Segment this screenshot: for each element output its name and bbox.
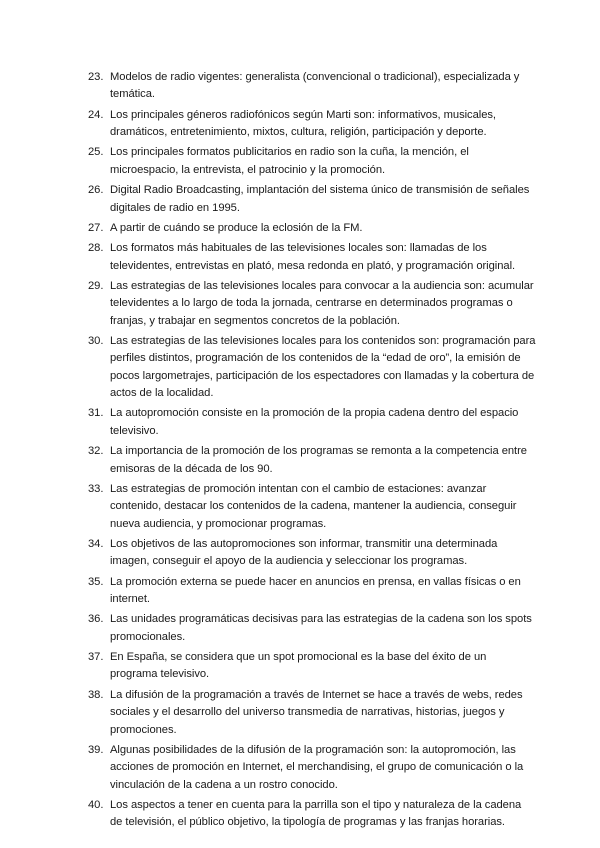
item-number: 36.	[88, 613, 104, 626]
item-text: Las unidades programáticas decisivas para las estrategias de la cadena son los spots promocionales.	[110, 613, 532, 643]
list-item	[88, 278, 536, 330]
item-text: Las estrategias de las televisiones locales para los contenidos son: programación para perfiles distintos, programación de los contenidos de la “edad de oro”, la emisión de pocos largometrajes, participación de los espectadores con llamadas y la cobertura de actos de la localidad.	[110, 334, 536, 400]
list-item	[88, 144, 536, 179]
item-number: 34.	[88, 537, 104, 550]
item-number: 29.	[88, 279, 104, 292]
item-text: Los formatos más habituales de las televisiones locales son: llamadas de los televidentes, entrevistas en plató, mesa redonda en plató, y programación original.	[110, 242, 516, 272]
list-item	[88, 182, 536, 217]
list-item	[88, 69, 536, 104]
item-number: 35.	[88, 575, 104, 588]
item-text: Digital Radio Broadcasting, implantación del sistema único de transmisión de señales digitales de radio en 1995.	[110, 184, 530, 214]
item-text: A partir de cuándo se produce la eclosión de la FM.	[110, 221, 363, 234]
list-item	[88, 687, 536, 739]
item-number: 28.	[88, 242, 104, 255]
item-number: 30.	[88, 334, 104, 347]
item-number: 25.	[88, 146, 104, 159]
list-item	[88, 536, 536, 571]
item-text: Los aspectos a tener en cuenta para la parrilla son el tipo y naturaleza de la cadena de televisión, el público objetivo, la tipología de programas y las franjas horarias.	[110, 798, 522, 829]
item-number: 24.	[88, 108, 104, 121]
item-text: Los principales géneros radiofónicos según Marti son: informativos, musicales, dramáticos, entretenimiento, mixtos, cultura, religión, participación y deporte.	[110, 108, 496, 139]
list-item	[88, 649, 536, 684]
item-text: La difusión de la programación a través de Internet se hace a través de webs, redes sociales y el desarrollo del universo transmedia de narrativas, historias, juegos y promociones.	[110, 688, 523, 736]
item-text: Los principales formatos publicitarios en radio son la cuña, la mención, el microespacio, la entrevista, el patrocinio y la promoción.	[110, 146, 469, 176]
item-number: 40.	[88, 798, 104, 811]
list-item	[88, 574, 536, 609]
item-number: 39.	[88, 743, 104, 756]
list-item	[88, 797, 536, 832]
item-number: 23.	[88, 71, 104, 83]
item-number: 33.	[88, 482, 104, 495]
item-number: 38.	[88, 688, 104, 701]
item-text: La importancia de la promoción de los programas se remonta a la competencia entre emisoras de la década de los 90.	[110, 445, 527, 475]
list-item	[88, 611, 536, 646]
list-item	[88, 220, 536, 237]
item-text: Las estrategias de las televisiones locales para convocar a la audiencia son: acumular televidentes a lo largo de toda la jornada, centrarse en determinados programas o franjas, y trabajar en segmentos concretos de la población.	[110, 279, 534, 327]
item-text: La promoción externa se puede hacer en anuncios en prensa, en vallas físicas o en internet.	[110, 575, 521, 606]
item-number: 31.	[88, 407, 104, 420]
item-number: 37.	[88, 651, 104, 664]
item-number: 26.	[88, 184, 104, 197]
list-item	[88, 107, 536, 142]
item-text: Los objetivos de las autopromociones son informar, transmitir una determinada imagen, conseguir el apoyo de la audiencia y seleccionar los programas.	[110, 537, 498, 568]
list-item	[88, 443, 536, 478]
item-text: En España, se considera que un spot promocional es la base del éxito de un programa televisivo.	[110, 651, 487, 681]
item-text: Las estrategias de promoción intentan con el cambio de estaciones: avanzar contenido, destacar los contenidos de la cadena, mantener la audiencia, conseguir nueva audiencia, y promocionar programas.	[110, 482, 517, 530]
item-text: Algunas posibilidades de la difusión de la programación son: la autopromoción, las acciones de promoción en Internet, el merchandising, el grupo de comunicación o la vinculación de la cadena a un rostro conocido.	[110, 743, 524, 791]
list-item	[88, 333, 536, 403]
item-text: Modelos de radio vigentes: generalista (convencional o tradicional), especializada y temática.	[110, 71, 520, 101]
item-number: 27.	[88, 221, 104, 234]
list-item	[88, 742, 536, 794]
item-text: La autopromoción consiste en la promoción de la propia cadena dentro del espacio televisivo.	[110, 407, 519, 437]
list-item	[88, 481, 536, 533]
item-number: 32.	[88, 445, 104, 458]
list-item	[88, 240, 536, 275]
numbered-list	[88, 69, 536, 835]
list-item	[88, 405, 536, 440]
